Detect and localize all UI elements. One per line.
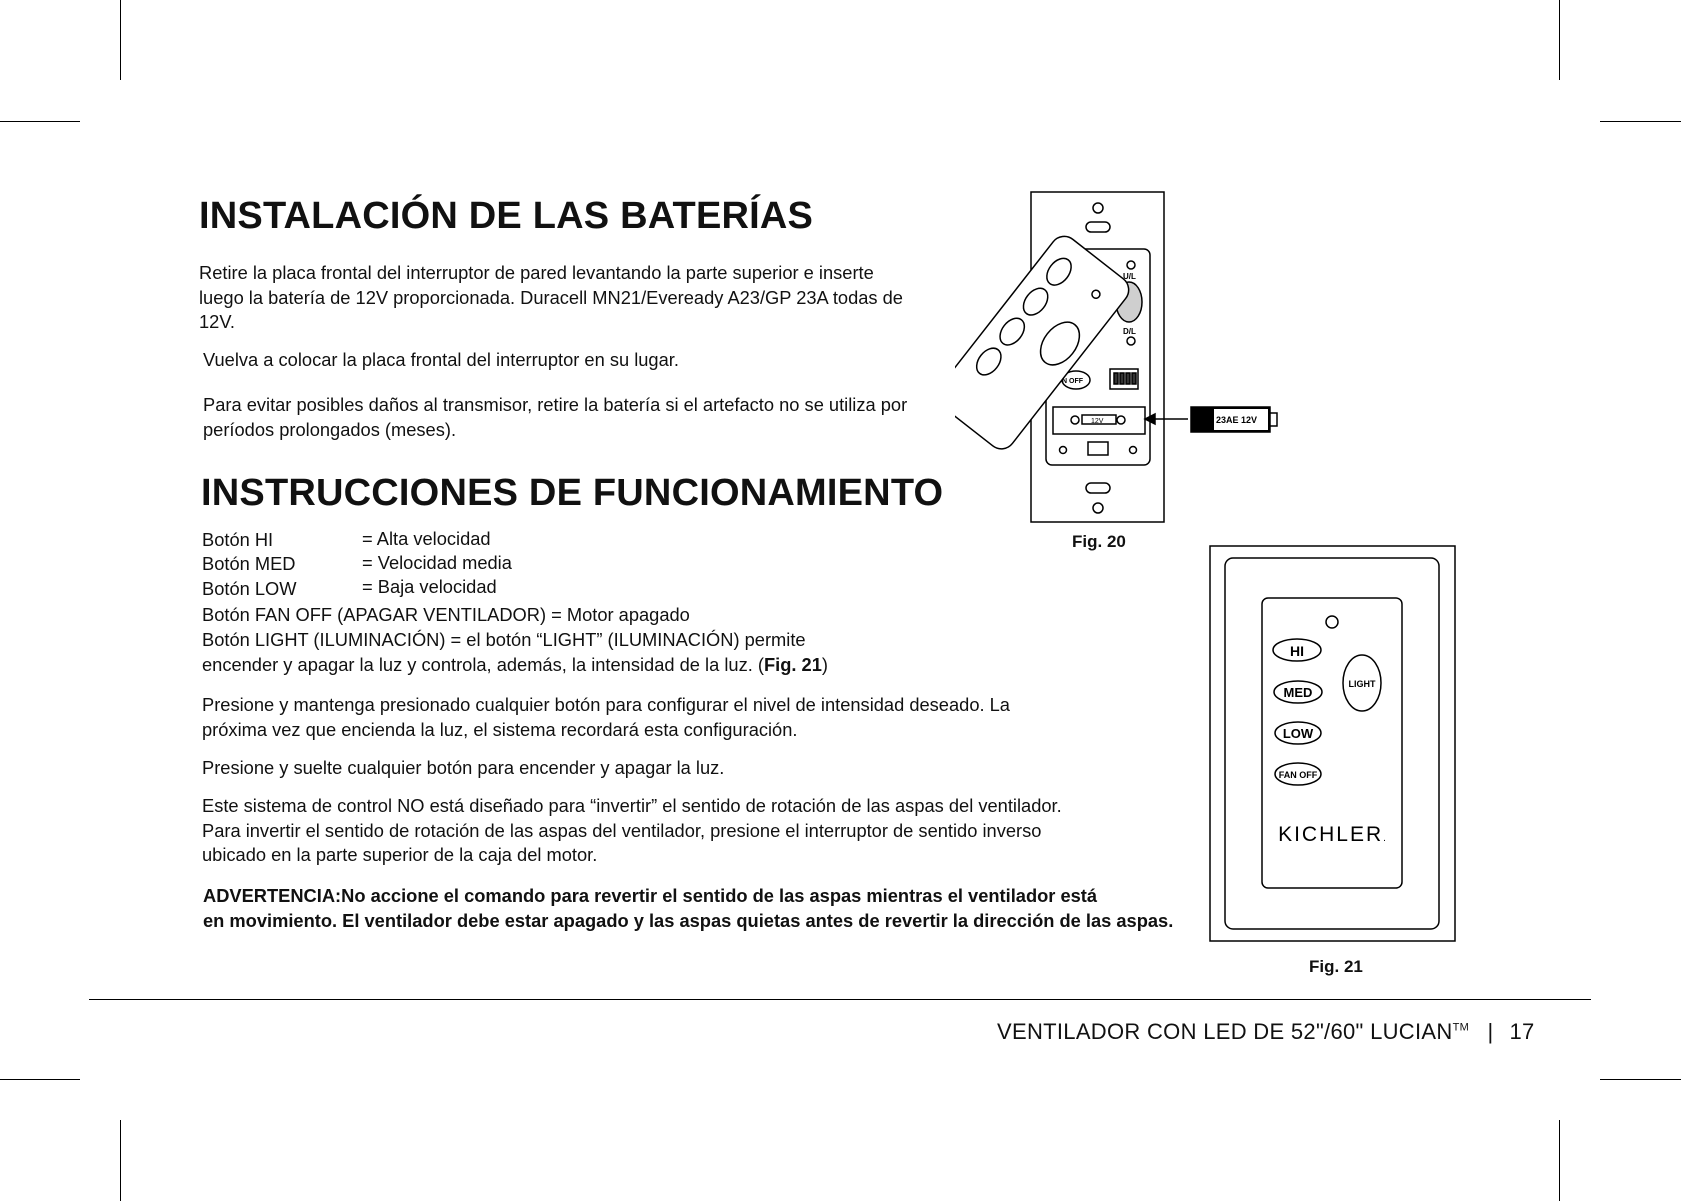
text-line: Este sistema de control NO está diseñado para “invertir” el sentido de rotación de las aspas del ventilador. <box>202 795 1062 816</box>
footer-title: VENTILADOR CON LED DE 52"/60" LUCIAN <box>997 1019 1453 1044</box>
text-line: Para evitar posibles daños al transmisor, retire la batería si el artefacto no se utiliza por <box>203 394 908 415</box>
fig21-btn-light: LIGHT <box>1348 679 1376 689</box>
crop-mark <box>0 1079 80 1080</box>
text-line: Para invertir el sentido de rotación de las aspas del ventilador, presione el interruptor de sentido inverso <box>202 819 1042 841</box>
press-release-paragraph <box>202 756 724 781</box>
fig20-illustration <box>955 185 1285 525</box>
text-line: ) <box>821 654 828 675</box>
button-row-hi-value: = Alta velocidad <box>362 528 491 549</box>
fig20-label-dl: D/L <box>1123 327 1136 336</box>
fig21-brand <box>1278 823 1388 846</box>
crop-mark <box>1559 1120 1560 1201</box>
crop-mark <box>1559 0 1560 80</box>
footer-trademark: TM <box>1452 1021 1470 1034</box>
text-line: luego la batería de 12V proporcionada. Duracell MN21/Eveready A23/GP 23A todas de <box>199 286 903 308</box>
fig21-btn-fan-off: FAN OFF <box>1278 770 1318 780</box>
row-label: Botón HI <box>202 529 274 550</box>
button-row-hi <box>202 529 273 551</box>
row-label: Botón LOW <box>202 578 297 599</box>
text-line: Presione y suelte cualquier botón para encender y apagar la luz. <box>202 757 725 778</box>
text-line: próxima vez que encienda la luz, el sistema recordará esta configuración. <box>202 718 798 740</box>
battery-paragraph-1 <box>199 261 903 335</box>
button-row-low <box>202 578 297 600</box>
figure-reference: Fig. 21 <box>763 654 822 675</box>
fig21-illustration <box>1205 542 1470 947</box>
battery-heading: INSTALACIÓN DE LAS BATERÍAS <box>199 195 814 237</box>
warning-paragraph <box>203 884 1173 933</box>
fig21-btn-hi: HI <box>1290 643 1304 659</box>
button-row-light: Botón LIGHT (ILUMINACIÓN) = el botón “LIGHT” (ILUMINACIÓN) permite <box>202 629 806 650</box>
operation-heading: INSTRUCCIONES DE FUNCIONAMIENTO <box>201 472 944 514</box>
text-line: Presione y mantenga presionado cualquier botón para configurar el nivel de intensidad deseado. La <box>202 694 1010 715</box>
crop-mark <box>1600 1079 1681 1080</box>
crop-mark <box>120 1120 121 1201</box>
crop-mark <box>1600 121 1681 122</box>
footer <box>997 1019 1535 1045</box>
button-row-med-value: = Velocidad media <box>362 552 512 573</box>
warning-text: No accione el comando para revertir el sentido de las aspas mientras el ventilador está <box>341 885 1098 906</box>
text-line: Vuelva a colocar la placa frontal del interruptor en su lugar. <box>203 349 679 370</box>
fig20-battery-text: 23AE 12V <box>1216 415 1258 425</box>
button-row-fan-off: Botón FAN OFF (APAGAR VENTILADOR) = Motor apagado <box>202 604 690 625</box>
reverse-paragraph <box>202 794 1062 868</box>
text-line: en movimiento. El ventilador debe estar apagado y las aspas quietas antes de revertir la dirección de las aspas. <box>203 909 1174 931</box>
warning-label: ADVERTENCIA: <box>203 885 342 906</box>
button-row-low-value: = Baja velocidad <box>362 576 497 597</box>
fig20-label-battery: 12V <box>1091 418 1104 425</box>
text-line: encender y apagar la luz y controla, además, la intensidad de la luz. ( <box>202 654 764 675</box>
button-row-med <box>202 553 295 575</box>
crop-mark <box>0 121 80 122</box>
crop-mark <box>120 0 121 80</box>
fig20-label-ul: U/L <box>1123 272 1136 281</box>
button-row-light-continued <box>202 654 828 676</box>
battery-paragraph-2 <box>203 348 679 373</box>
fig20-caption: Fig. 20 <box>1072 532 1126 551</box>
fig21-btn-med: MED <box>1283 685 1313 700</box>
battery-paragraph-3 <box>203 393 907 442</box>
footer-rule <box>89 999 1591 1000</box>
footer-separator: | <box>1487 1019 1494 1044</box>
fig20-label-fan-off: N OFF <box>1062 378 1083 385</box>
text-line: períodos prolongados (meses). <box>203 418 457 440</box>
row-label: Botón MED <box>202 553 296 574</box>
text-line: ubicado en la parte superior de la caja del motor. <box>202 844 598 865</box>
brand-name: KICHLER <box>1278 823 1384 846</box>
text-line <box>203 884 1173 909</box>
fig21-caption: Fig. 21 <box>1309 957 1363 976</box>
text-line: Retire la placa frontal del interruptor de pared levantando la parte superior e inserte <box>199 262 874 283</box>
fig21-btn-low: LOW <box>1282 726 1314 741</box>
text-line: 12V. <box>199 311 235 332</box>
brand-dot: . <box>1383 833 1388 844</box>
press-hold-paragraph <box>202 693 1010 742</box>
footer-page-number: 17 <box>1509 1019 1535 1044</box>
